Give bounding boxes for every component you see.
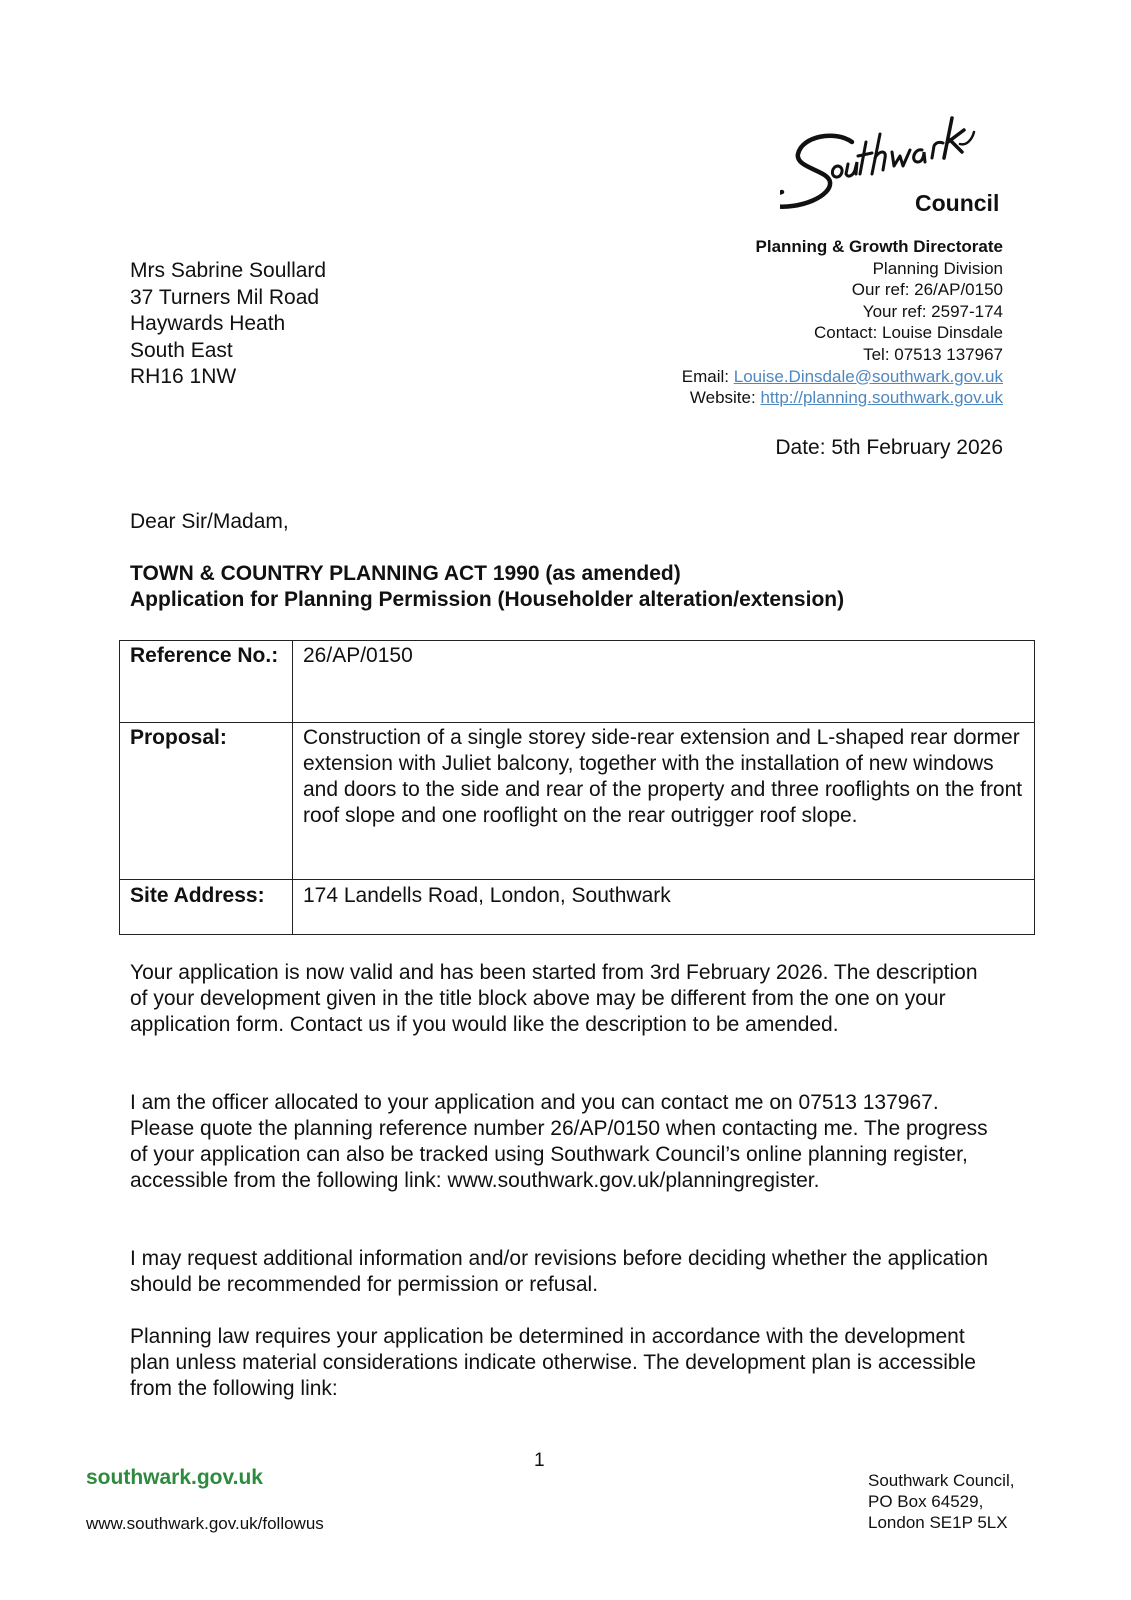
recipient-postcode: RH16 1NW <box>130 365 237 388</box>
proposal-value: Construction of a single storey side-rear extension and L-shaped rear dormer extension with Juliet balcony, together with the installation of new windows and doors to the side and rear of the property and three rooflights on the front roof slope and one rooflight on the rear outrigger roof slope. <box>293 723 1035 880</box>
paragraph-officer: I am the officer allocated to your application and you can contact me on 07513 137967. Please quote the planning reference number 26/AP/0150 when contacting me. The progress of your application can also be tracked using Southwark Council’s online planning register, accessible from the following link: www.southwark.gov.uk/planningregister. <box>130 1091 988 1192</box>
logo-subtitle: Council <box>915 190 1000 216</box>
website-line <box>682 387 1003 409</box>
table-row <box>120 880 1035 935</box>
paragraph-revisions: I may request additional information and/or revisions before deciding whether the application should be recommended for permission or refusal. <box>130 1247 989 1296</box>
site-address-label: Site Address: <box>120 880 293 935</box>
recipient-line1: 37 Turners Mil Road <box>130 285 320 309</box>
email-label: Email: <box>681 366 734 386</box>
recipient-line3: South East <box>130 338 233 362</box>
table-row <box>120 641 1035 723</box>
contact-name: Contact: Louise Dinsdale <box>813 323 1003 343</box>
website-link[interactable]: http://planning.southwark.gov.uk <box>760 388 1003 408</box>
division: Planning Division <box>872 258 1003 278</box>
heading-line2: Application for Planning Permission (Householder alteration/extension) <box>130 588 845 611</box>
letter-heading <box>130 561 844 613</box>
footer-followus[interactable]: www.southwark.gov.uk/followus <box>86 1514 324 1533</box>
site-address-value: 174 Landells Road, London, Southwark <box>293 880 1035 935</box>
footer-address-line3: London SE1P 5LX <box>868 1513 1008 1532</box>
footer-address-line1: Southwark Council, <box>868 1471 1015 1490</box>
reference-value: 26/AP/0150 <box>293 641 1035 723</box>
application-details-table <box>119 640 1035 935</box>
paragraph-validity: Your application is now valid and has been started from 3rd February 2026. The description of your development given in the title block above may be different from the one on your application form. Contact us if you would like the description to be amended. <box>130 961 978 1036</box>
table-row <box>120 723 1035 880</box>
directorate: Planning & Growth Directorate <box>755 237 1003 256</box>
paragraph-planning-law: Planning law requires your application be determined in accordance with the development plan unless material considerations indicate otherwise. The development plan is accessible from the following link: <box>130 1325 976 1400</box>
contact-tel: Tel: 07513 137967 <box>863 344 1003 364</box>
proposal-label: Proposal: <box>120 723 293 880</box>
our-ref: Our ref: 26/AP/0150 <box>851 280 1003 300</box>
recipient-name: Mrs Sabrine Soullard <box>130 259 327 282</box>
page-number: 1 <box>534 1450 545 1471</box>
letter-date: Date: 5th February 2026 <box>775 436 1003 459</box>
website-label: Website: <box>689 388 761 408</box>
footer-address <box>868 1470 1014 1533</box>
salutation: Dear Sir/Madam, <box>130 510 289 533</box>
reference-label: Reference No.: <box>120 641 293 723</box>
heading-line1: TOWN & COUNTRY PLANNING ACT 1990 (as amended) <box>130 562 681 585</box>
sender-block <box>682 236 1003 409</box>
footer-website[interactable]: southwark.gov.uk <box>86 1466 263 1489</box>
southwark-council-logo <box>780 112 1010 222</box>
your-ref: Your ref: 2597-174 <box>862 301 1003 321</box>
footer-address-line2: PO Box 64529, <box>868 1492 984 1511</box>
recipient-address <box>130 258 326 391</box>
recipient-line2: Haywards Heath <box>130 312 286 335</box>
email-link[interactable]: Louise.Dinsdale@southwark.gov.uk <box>733 366 1003 386</box>
email-line <box>682 366 1003 388</box>
